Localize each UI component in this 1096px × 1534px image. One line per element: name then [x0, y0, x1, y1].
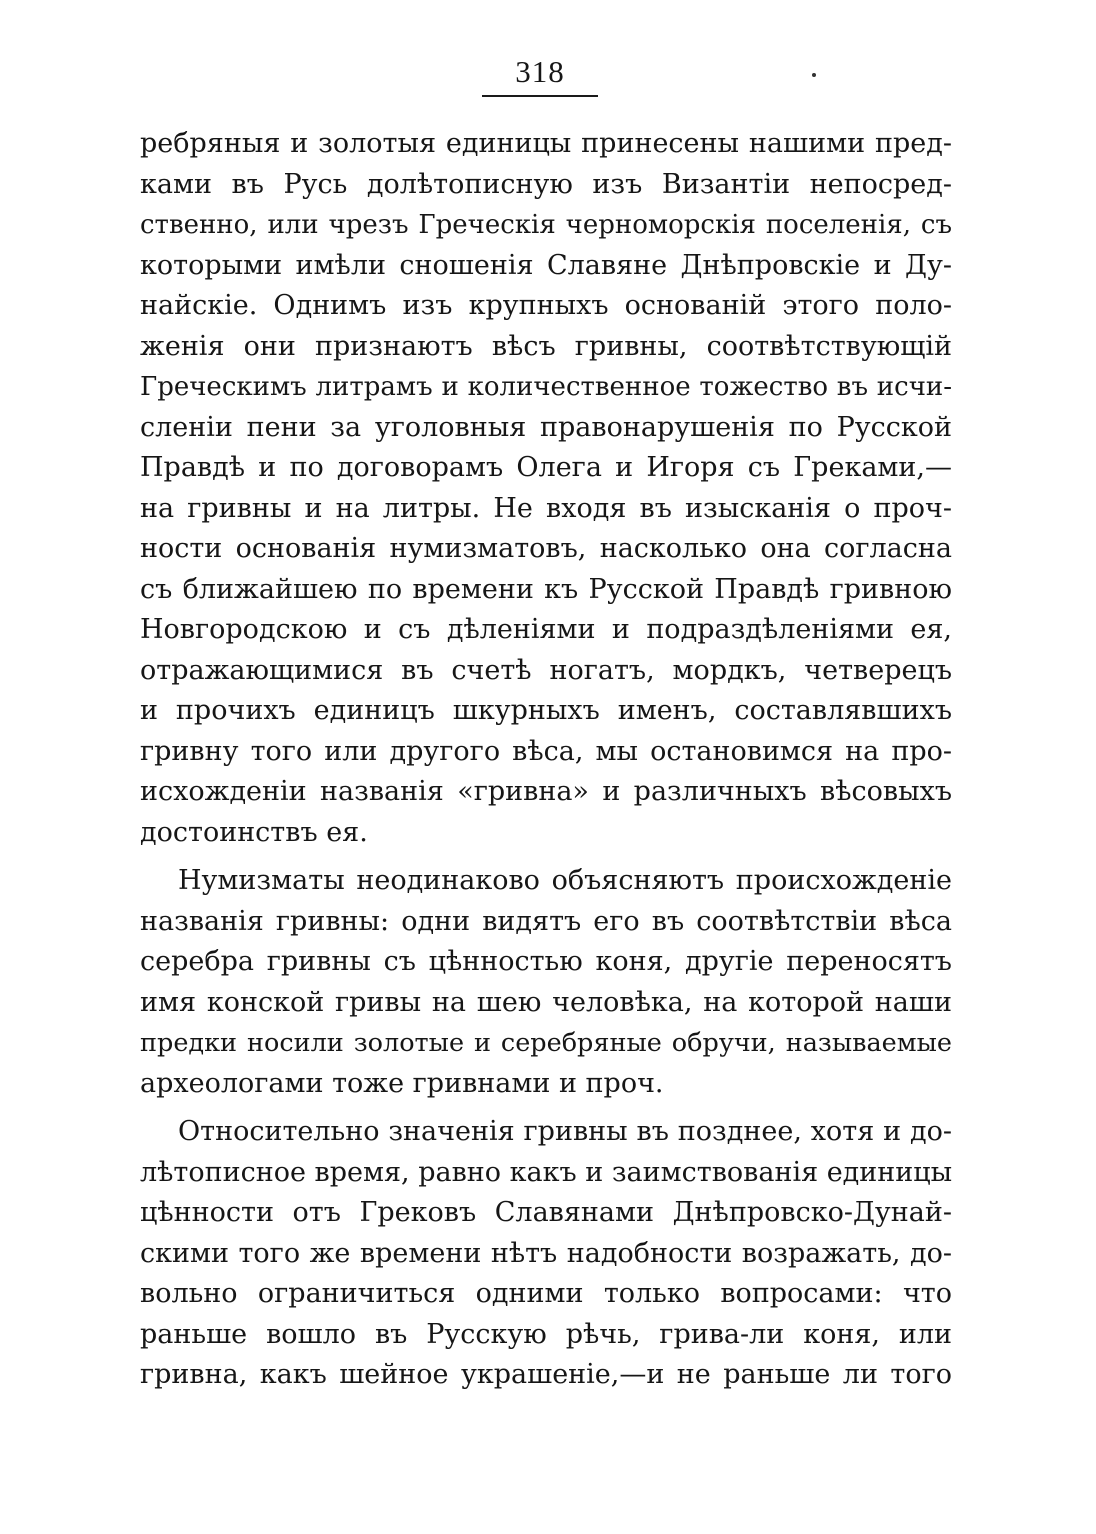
text-line: вольно ограничиться одними только вопросами: что	[140, 1278, 952, 1309]
text-line: сленіи пени за уголовныя правонарушенія по Русской	[140, 411, 952, 443]
text-line: найскіе. Однимъ изъ крупныхъ основаній этого поло-	[140, 290, 952, 321]
text-line: лѣтописное время, равно какъ и заимствованія единицы	[140, 1156, 952, 1188]
text-line: ками въ Русь долѣтописную изъ Византіи непосред-	[140, 168, 952, 200]
text-line: Правдѣ и по договорамъ Олега и Игоря съ Греками,—	[140, 452, 952, 483]
text-line: Нумизматы неодинаково объясняютъ происхожденіе	[178, 865, 952, 896]
text-line: серебра гривны съ цѣнностью коня, другіе переносятъ	[140, 946, 952, 977]
text-line: гривна, какъ шейное украшеніе,—и не раньше ли того	[140, 1359, 952, 1390]
text-line: которыми имѣли сношенія Славяне Днѣпровскіе и Ду-	[140, 249, 952, 281]
text-line: съ ближайшею по времени къ Русской Правдѣ гривною	[140, 573, 952, 605]
header-rule	[482, 95, 598, 97]
text-line: цѣнности отъ Грековъ Славянами Днѣпровско-Дунай-	[140, 1197, 952, 1228]
text-line: раньше вошло въ Русскую рѣчь, грива-ли коня, или	[140, 1318, 952, 1350]
paragraph-gap	[140, 853, 952, 861]
text-line: отражающимися въ счетѣ ногатъ, мордкъ, четверецъ	[140, 654, 952, 686]
text-line: достоинствъ ея.	[140, 816, 368, 848]
text-line: исхожденіи названія «гривна» и различныхъ вѣсовыхъ	[140, 776, 952, 807]
paragraph	[140, 124, 952, 853]
text-line: и прочихъ единицъ шкурныхъ именъ, составлявшихъ	[140, 695, 952, 726]
text-line: гривну того или другого вѣса, мы остановимся на про-	[140, 735, 952, 767]
text-line: Новгородскою и съ дѣленіями и подраздѣленіями ея,	[140, 614, 952, 645]
text-line: женія они признаютъ вѣсъ гривны, соотвѣтствующій	[140, 330, 952, 362]
body-text	[140, 124, 952, 1396]
text-line: археологами тоже гривнами и проч.	[140, 1067, 664, 1099]
text-line: на гривны и на литры. Не входя въ изысканія о проч-	[140, 492, 952, 524]
text-line: ребряныя и золотыя единицы принесены нашими пред-	[140, 128, 952, 159]
text-line: ности основанія нумизматовъ, насколько она согласна	[140, 533, 952, 564]
paragraph	[140, 1112, 952, 1396]
text-line: имя конской гривы на шею человѣка, на которой наши	[140, 986, 952, 1018]
text-line: предки носили золотые и серебряные обручи, называемые	[140, 1028, 952, 1058]
text-line: ственно, или чрезъ Греческія черноморскія поселенія, съ	[140, 210, 952, 240]
text-line: названія гривны: одни видятъ его въ соотвѣтствіи вѣса	[140, 905, 952, 937]
text-line: Относительно значенія гривны въ позднее, хотя и до-	[178, 1116, 952, 1147]
text-line: Греческимъ литрамъ и количественное тожество въ исчи-	[140, 372, 952, 402]
paragraph	[140, 861, 952, 1104]
text-line: скими того же времени нѣтъ надобности возражать, до-	[140, 1237, 952, 1269]
page-number: 318	[515, 54, 565, 89]
paragraph-gap	[140, 1104, 952, 1112]
print-speck	[812, 73, 816, 77]
